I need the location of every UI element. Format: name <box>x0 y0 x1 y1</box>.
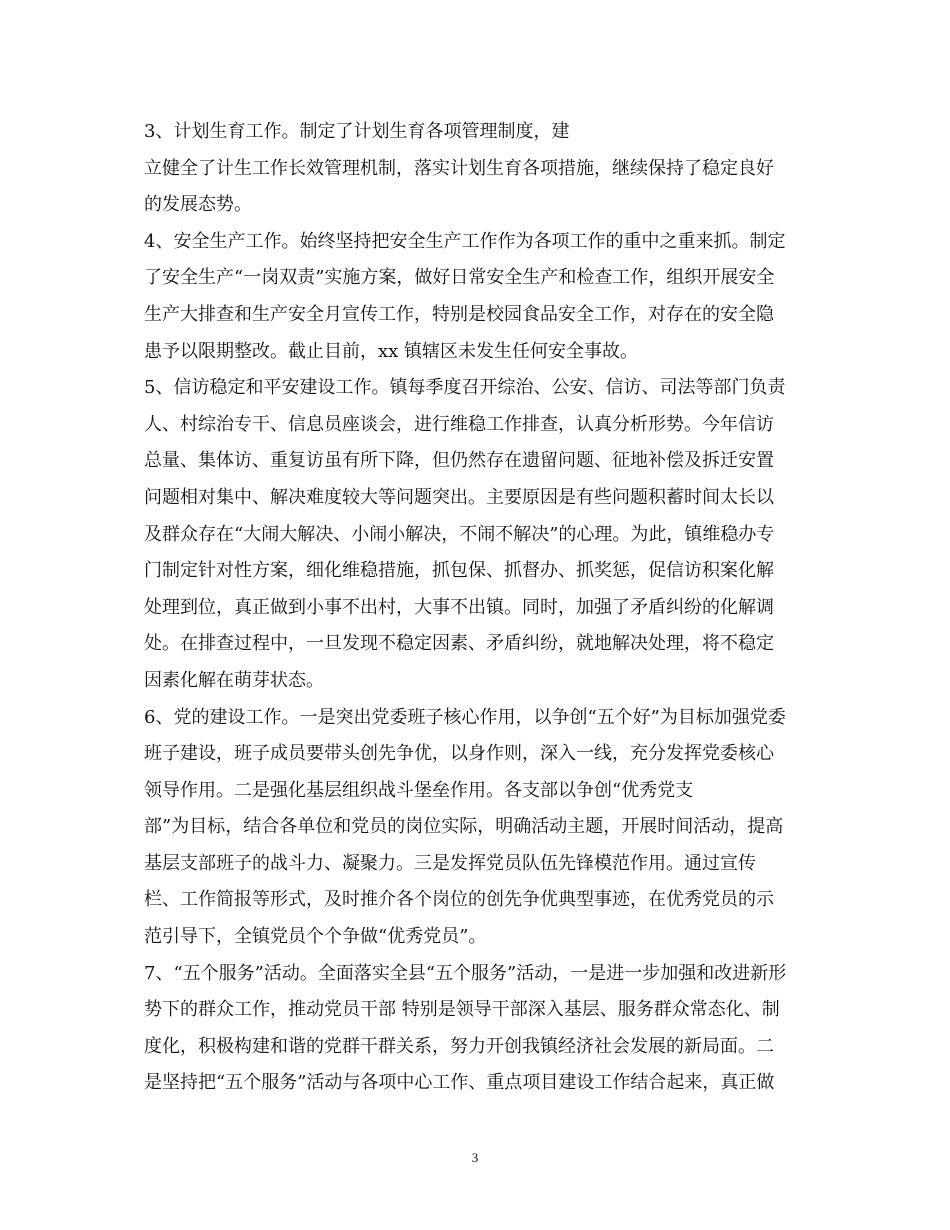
text-line: 处。在排查过程中，一旦发现不稳定因素、矛盾纠纷，就地解决处理，将不稳定 <box>144 633 774 655</box>
text-line: 4、安全生产工作。始终坚持把安全生产工作作为各项工作的重中之重来抓。制定 <box>144 230 786 252</box>
text-line: 的发展态势。 <box>144 194 252 216</box>
text-line: 及群众存在“大闹大解决、小闹小解决，不闹不解决”的心理。为此，镇维稳办专 <box>144 523 775 545</box>
text-line: 处理到位，真正做到小事不出村，大事不出镇。同时，加强了矛盾纠纷的化解调 <box>144 596 774 618</box>
text-line: 人、村综治专干、信息员座谈会，进行维稳工作排查，认真分析形势。今年信访 <box>144 413 774 435</box>
text-line: 7、“五个服务”活动。全面落实全县“五个服务”活动，一是进一步加强和改进新形 <box>144 962 787 984</box>
text-line: 3、计划生育工作。制定了计划生育各项管理制度，建 <box>144 121 570 142</box>
page-number: 3 <box>471 1150 479 1165</box>
text-line: 范引导下，全镇党员个个争做“优秀党员”。 <box>144 926 487 948</box>
text-line: 部”为目标，结合各单位和党员的岗位实际，明确活动主题，开展时间活动，提高 <box>144 816 784 838</box>
text-line: 门制定针对性方案，细化维稳措施，抓包保、抓督办、抓奖惩，促信访积案化解 <box>144 560 774 582</box>
text-line: 5、信访稳定和平安建设工作。镇每季度召开综治、公安、信访、司法等部门负责 <box>144 377 786 399</box>
document-body <box>144 114 806 1102</box>
text-line: 栏、工作简报等形式，及时推介各个岗位的创先争优典型事迹，在优秀党员的示 <box>144 889 774 911</box>
text-line: 度化，积极构建和谐的党群干群关系，努力开创我镇经济社会发展的新局面。二 <box>144 1035 774 1057</box>
text-line: 是坚持把“五个服务”活动与各项中心工作、重点项目建设工作结合起来，真正做 <box>144 1072 775 1094</box>
text-line: 势下的群众工作，推动党员干部 特别是领导干部深入基层、服务群众常态化、制 <box>144 999 780 1021</box>
text-line: 基层支部班子的战斗力、凝聚力。三是发挥党员队伍先锋模范作用。通过宣传 <box>144 852 756 874</box>
text-line: 立健全了计生工作长效管理机制，落实计划生育各项措施，继续保持了稳定良好 <box>144 157 774 179</box>
text-line: 领导作用。二是强化基层组织战斗堡垒作用。各支部以争创“优秀党支 <box>144 779 694 801</box>
text-line: 了安全生产“一岗双责”实施方案，做好日常安全生产和检查工作，组织开展安全 <box>144 267 775 289</box>
text-line: 总量、集体访、重复访虽有所下降，但仍然存在遗留问题、征地补偿及拆迁安置 <box>144 450 774 472</box>
text-line: 问题相对集中、解决难度较大等问题突出。主要原因是有些问题积蓄时间太长以 <box>144 486 774 508</box>
text-line: 班子建设，班子成员要带头创先争优，以身作则，深入一线，充分发挥党委核心 <box>144 743 774 765</box>
text-line: 因素化解在萌芽状态。 <box>144 669 324 691</box>
text-line: 患予以限期整改。截止目前，xx 镇辖区未发生任何安全事故。 <box>144 340 639 362</box>
text-line: 生产大排查和生产安全月宣传工作，特别是校园食品安全工作，对存在的安全隐 <box>144 303 774 325</box>
text-line: 6、党的建设工作。一是突出党委班子核心作用，以争创“五个好”为目标加强党委 <box>144 706 786 728</box>
